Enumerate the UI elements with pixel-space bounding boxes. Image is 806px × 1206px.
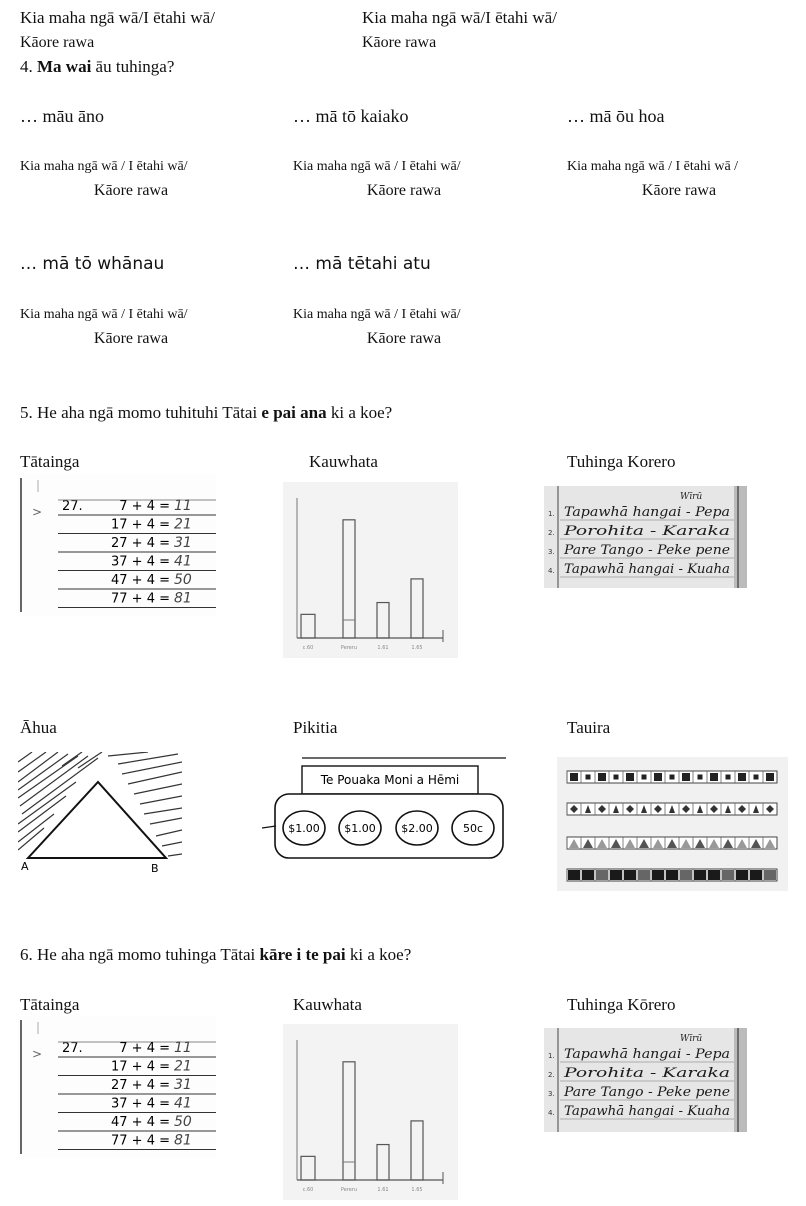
svg-text:3.: 3. — [548, 548, 555, 556]
svg-text:2.: 2. — [548, 529, 555, 537]
svg-text:3.: 3. — [548, 1090, 555, 1098]
coin-3-label: $2.00 — [401, 822, 433, 835]
equation-row: 37 + 4 = — [111, 1096, 170, 1112]
q4-scale-self: Kia maha ngā wā / I ētahi wā/ Kāore rawa — [20, 159, 188, 199]
coin-1-label: $1.00 — [288, 822, 320, 835]
q6-handwriting-image — [544, 1028, 747, 1132]
equation-header: 27. — [62, 1041, 83, 1056]
coin-4-label: 50c — [462, 822, 484, 835]
equation-answer: 81 — [174, 1132, 192, 1149]
top-scale-right-2: Kāore rawa — [362, 34, 437, 51]
x-tick-label: 1.65 — [411, 645, 423, 651]
q6-label-equations: Tātainga — [20, 995, 80, 1014]
q4-option-self: … māu āno — [20, 106, 104, 126]
q6-label-written: Tuhinga Kōrero — [567, 995, 676, 1014]
equation-answer: 41 — [174, 1095, 192, 1112]
svg-text:1.: 1. — [548, 1052, 555, 1060]
question-6: 6. He aha ngā momo tuhinga Tātai kāre i te pai ki a koe? — [20, 945, 412, 964]
coin-1 — [283, 811, 325, 845]
handwriting-line: Tapawhā hangai - Kuaha — [564, 562, 730, 577]
x-tick-label: Pereru — [340, 645, 358, 651]
equation-row: 7 + 4 = — [119, 499, 170, 514]
coin-2 — [339, 811, 381, 845]
handwriting-line: Tapawhā hangai - Pepa — [564, 1047, 730, 1062]
equation-answer: 31 — [174, 1077, 192, 1093]
equation-row: 27 + 4 = — [111, 536, 170, 551]
q4-option-teacher: … mā tō kaiako — [293, 106, 409, 126]
top-scale-left-2: Kāore rawa — [20, 34, 95, 51]
svg-text:>: > — [32, 505, 43, 519]
x-tick-label: Pereru — [340, 1187, 358, 1193]
equation-answer: 31 — [174, 535, 192, 551]
q4-scale-someone-else: Kia maha ngā wā / I ētahi wā/ Kāore rawa — [293, 307, 461, 347]
svg-text:>: > — [32, 1047, 43, 1061]
x-tick-label: 1.61 — [377, 1187, 389, 1193]
q6-equations-image — [18, 1016, 216, 1158]
q5-label-picture: Pikitia — [293, 718, 338, 737]
q4-option-friends: … mā ōu hoa — [567, 106, 665, 126]
coin-4 — [452, 811, 494, 845]
equation-answer: 81 — [174, 590, 192, 607]
equation-row: 47 + 4 = — [111, 573, 170, 588]
handwriting-line: Pare Tango - Peke pene — [562, 543, 731, 558]
equation-answer: 50 — [174, 1114, 192, 1130]
q4-scale-family: Kia maha ngā wā / I ētahi wā/ Kāore rawa — [20, 307, 188, 347]
equation-answer: 50 — [174, 572, 192, 588]
q4-scale-teacher: Kia maha ngā wā / I ētahi wā/ Kāore rawa — [293, 159, 461, 199]
q5-label-written: Tuhinga Korero — [567, 452, 676, 471]
coin-2-label: $1.00 — [344, 822, 376, 835]
q5-label-shape: Āhua — [20, 718, 57, 737]
svg-text:1.: 1. — [548, 510, 555, 518]
svg-text:4.: 4. — [548, 567, 555, 575]
q5-money-box-image — [262, 756, 508, 862]
coin-3 — [396, 811, 438, 845]
question-5: 5. He aha ngā momo tuhituhi Tātai e pai ana ki a koe? — [20, 403, 393, 422]
triangle-vertex-a: A — [21, 860, 29, 873]
equation-row: 37 + 4 = — [111, 554, 170, 570]
equation-header: 27. — [62, 499, 83, 514]
equation-row: 77 + 4 = — [111, 591, 170, 607]
equation-row: 17 + 4 = — [111, 1059, 170, 1075]
q5-label-equations: Tātainga — [20, 452, 80, 471]
equation-answer: 21 — [174, 1058, 192, 1075]
equation-row: 47 + 4 = — [111, 1115, 170, 1130]
q6-label-graph: Kauwhata — [293, 995, 362, 1014]
equation-row: 7 + 4 = — [119, 1041, 170, 1056]
handwriting-line: Pare Tango - Peke pene — [562, 1085, 731, 1100]
q4-option-someone-else: … mā tētahi atu — [293, 254, 431, 274]
x-tick-label: 1.65 — [411, 1187, 423, 1193]
equation-answer: 11 — [174, 1040, 192, 1056]
q5-equations-image — [18, 474, 216, 616]
q4-option-family: … mā tō whānau — [20, 254, 165, 274]
q5-handwriting-image — [544, 486, 747, 588]
x-tick-label: c.60 — [302, 1187, 314, 1193]
equation-answer: 41 — [174, 553, 192, 570]
handwriting-line: Porohita - Karaka — [562, 524, 730, 539]
svg-text:4.: 4. — [548, 1109, 555, 1117]
handwriting-top-word: Wīrū — [680, 492, 703, 502]
q5-pattern-image — [557, 757, 788, 891]
equation-answer: 11 — [174, 498, 192, 514]
top-scale-left-1: Kia maha ngā wā/I ētahi wā/ — [20, 8, 215, 27]
x-tick-label: c.60 — [302, 645, 314, 651]
svg-text:2.: 2. — [548, 1071, 555, 1079]
handwriting-top-word: Wīrū — [680, 1034, 703, 1044]
money-box-title: Te Pouaka Moni a Hēmi — [320, 773, 460, 787]
x-tick-label: 1.61 — [377, 645, 389, 651]
equation-answer: 21 — [174, 516, 192, 533]
q4-scale-friends: Kia maha ngā wā / I ētahi wā / Kāore rawa — [567, 159, 739, 199]
question-4: 4. Ma wai āu tuhinga? — [20, 57, 175, 76]
q5-bar-graph-image — [283, 482, 458, 658]
handwriting-line: Tapawhā hangai - Kuaha — [564, 1104, 730, 1119]
triangle-vertex-b: B — [151, 862, 159, 874]
q5-label-pattern: Tauira — [567, 718, 611, 737]
q5-triangle-image — [18, 752, 182, 874]
q6-bar-graph-image — [283, 1024, 458, 1200]
equation-row: 27 + 4 = — [111, 1078, 170, 1093]
equation-row: 77 + 4 = — [111, 1133, 170, 1149]
q5-label-graph: Kauwhata — [309, 452, 378, 471]
handwriting-line: Tapawhā hangai - Pepa — [564, 505, 730, 520]
top-scale-right-1: Kia maha ngā wā/I ētahi wā/ — [362, 8, 557, 27]
equation-row: 17 + 4 = — [111, 517, 170, 533]
handwriting-line: Porohita - Karaka — [562, 1066, 730, 1081]
